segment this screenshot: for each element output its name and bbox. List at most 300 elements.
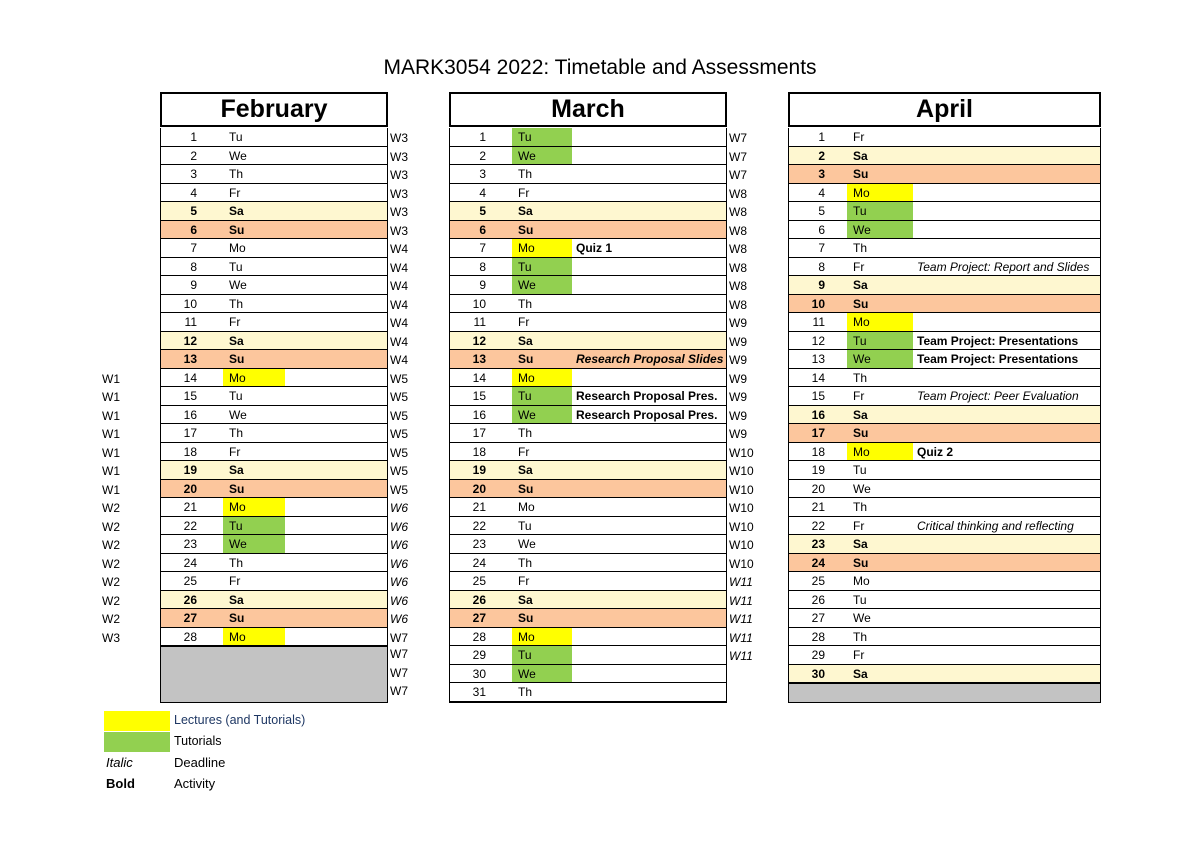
activity-note: Quiz 1 [576, 241, 613, 255]
date-cells [788, 369, 1101, 388]
weekday: Sa [853, 278, 868, 292]
date-number: 22 [183, 518, 197, 533]
date-cells [449, 498, 727, 517]
table-row [788, 369, 1101, 388]
date-number: 10 [811, 296, 825, 311]
table-row [788, 572, 1101, 591]
date-number: 13 [183, 352, 197, 366]
date-cells [160, 406, 388, 425]
date-cells [788, 128, 1101, 147]
date-number: 10 [183, 296, 197, 311]
table-row [449, 646, 753, 665]
weekday: Su [229, 352, 245, 366]
table-row [449, 387, 747, 406]
table-row [449, 628, 753, 647]
date-number: 20 [811, 481, 825, 496]
date-number: 16 [183, 407, 197, 422]
table-row [160, 276, 408, 295]
date-number: 4 [190, 185, 197, 200]
table-row [160, 147, 408, 166]
weekday: Fr [518, 574, 530, 588]
calendar-week-label: W5 [390, 390, 408, 404]
calendar-week-label: W8 [729, 279, 747, 293]
date-cells [449, 480, 727, 499]
date-cells [788, 554, 1101, 573]
date-number: 23 [183, 537, 197, 551]
teaching-week-label: W3 [102, 630, 120, 645]
date-number: 3 [818, 167, 825, 181]
table-row [102, 498, 408, 517]
weekday: Tu [853, 592, 867, 607]
table-row [160, 128, 408, 147]
table-row [449, 665, 727, 684]
table-row [788, 554, 1101, 573]
table-row [160, 295, 408, 314]
calendar-week-label: W4 [390, 279, 408, 293]
date-number: 16 [472, 407, 486, 422]
date-cells [449, 646, 727, 665]
weekday: We [512, 276, 572, 294]
weekday: Th [229, 296, 244, 311]
table-row [788, 387, 1101, 406]
date-number: 6 [190, 222, 197, 237]
table-row [788, 646, 1101, 665]
date-cells [449, 369, 727, 388]
table-row [788, 295, 1101, 314]
weekday: Tu [229, 389, 243, 403]
date-number: 29 [811, 648, 825, 662]
calendar-week-label: W5 [390, 408, 408, 423]
march-header: March [449, 92, 727, 127]
table-row [102, 517, 408, 536]
calendar-week-label: W6 [390, 501, 408, 515]
table-row [449, 128, 747, 147]
date-cells [160, 443, 388, 462]
weekday: Tu [512, 128, 572, 146]
legend-tutorials-label: Tutorials [174, 734, 222, 748]
weekday: Fr [518, 444, 530, 459]
weekday: Sa [518, 592, 533, 607]
date-number: 28 [183, 629, 197, 644]
date-number: 7 [190, 241, 197, 255]
date-number: 21 [811, 500, 825, 514]
weekday: Tu [518, 518, 532, 533]
date-cells [449, 147, 727, 166]
calendar-week-label: W7 [390, 647, 408, 661]
calendar-week-label: W7 [729, 131, 747, 145]
table-row [449, 443, 754, 462]
date-number: 7 [818, 241, 825, 255]
date-number: 30 [472, 666, 486, 681]
calendar-week-label: W7 [729, 149, 747, 164]
date-number: 11 [184, 315, 197, 329]
teaching-week-label: W1 [102, 408, 120, 423]
calendar-week-label: W6 [390, 575, 408, 589]
table-row [788, 443, 1101, 462]
date-number: 20 [472, 481, 486, 496]
date-number: 22 [472, 518, 486, 533]
table-row [788, 591, 1101, 610]
weekday: Tu [229, 130, 243, 144]
weekday: Sa [518, 204, 533, 218]
table-row [449, 239, 747, 258]
weekday: Mo [847, 313, 913, 331]
calendar-week-label: W11 [729, 612, 753, 626]
date-cells [449, 517, 727, 536]
date-cells [788, 591, 1101, 610]
calendar-week-label: W9 [729, 353, 747, 367]
date-cells [788, 443, 1101, 462]
calendar-week-label: W8 [729, 242, 747, 256]
date-cells [788, 387, 1101, 406]
date-cells [788, 535, 1101, 554]
table-row [788, 498, 1101, 517]
date-cells [788, 406, 1101, 425]
date-number: 2 [818, 148, 825, 163]
table-row [449, 276, 747, 295]
date-cells [449, 202, 727, 221]
date-cells [160, 424, 388, 443]
weekday: Fr [229, 574, 241, 588]
date-number: 1 [190, 130, 197, 144]
date-number: 12 [183, 333, 197, 348]
date-number: 5 [818, 204, 825, 218]
table-row [449, 591, 753, 610]
table-row [449, 683, 727, 702]
date-number: 12 [811, 333, 825, 348]
table-row [102, 572, 408, 591]
date-number: 23 [811, 537, 825, 551]
calendar-week-label: W8 [729, 205, 747, 219]
april-header: April [788, 92, 1101, 127]
table-row [102, 591, 408, 610]
table-row [449, 517, 754, 536]
date-cells [788, 313, 1101, 332]
calendar-week-label: W9 [729, 427, 747, 441]
date-cells [160, 276, 388, 295]
february-header: February [160, 92, 388, 127]
date-number: 7 [479, 241, 486, 255]
weekday: We [847, 221, 913, 239]
table-row [788, 609, 1101, 628]
date-number: 21 [183, 500, 197, 514]
date-number: 15 [183, 389, 197, 403]
date-number: 17 [183, 426, 197, 440]
table-row [160, 350, 408, 369]
date-cells [160, 165, 388, 184]
weekday: Mo [847, 443, 913, 461]
date-cells [160, 332, 388, 351]
date-cells [449, 591, 727, 610]
table-row [788, 517, 1101, 536]
table-row [788, 165, 1101, 184]
weekday: We [518, 537, 536, 551]
table-row [449, 535, 754, 554]
date-number: 18 [183, 444, 197, 459]
table-row [449, 221, 747, 240]
teaching-week-label: W2 [102, 593, 120, 608]
date-number: 25 [811, 574, 825, 588]
table-row [788, 535, 1101, 554]
weekday: Su [853, 555, 869, 570]
date-cells [788, 665, 1101, 684]
calendar-week-label: W4 [390, 353, 408, 367]
date-number: 23 [472, 537, 486, 551]
date-cells [788, 165, 1101, 184]
weekday: We [512, 406, 572, 424]
tutorial-swatch [104, 732, 170, 752]
date-cells [160, 258, 388, 277]
date-cells [788, 147, 1101, 166]
date-number: 4 [479, 185, 486, 200]
date-number: 18 [811, 444, 825, 459]
date-number: 19 [811, 463, 825, 477]
calendar-week-label: W8 [729, 297, 747, 312]
date-cells [160, 128, 388, 147]
table-row [102, 443, 408, 462]
table-row [102, 480, 408, 499]
table-row [449, 147, 747, 166]
date-number: 4 [818, 185, 825, 200]
date-cells [160, 221, 388, 240]
weekday: Su [229, 481, 245, 496]
weekday: Tu [847, 332, 913, 350]
table-row [449, 313, 747, 332]
calendar-week-label: W10 [729, 538, 754, 552]
date-number: 25 [472, 574, 486, 588]
table-row [449, 424, 747, 443]
calendar-week-label: W4 [390, 297, 408, 312]
weekday: Sa [853, 666, 868, 681]
blank-cells [788, 683, 1101, 703]
table-row [788, 461, 1101, 480]
calendar-week-label: W9 [729, 316, 747, 330]
date-cells [449, 683, 727, 702]
weekday: We [847, 350, 913, 368]
date-cells [788, 572, 1101, 591]
weekday: Su [853, 296, 869, 311]
weekday: We [512, 665, 572, 683]
date-cells [449, 665, 727, 684]
activity-note: Research Proposal Pres. [576, 407, 718, 422]
date-number: 3 [479, 167, 486, 181]
date-number: 10 [472, 296, 486, 311]
activity-note: Research Proposal Slides [576, 352, 724, 366]
calendar-week-label: W10 [729, 556, 754, 571]
calendar-week-label: W7 [390, 665, 408, 680]
table-row [788, 221, 1101, 240]
date-cells [160, 387, 388, 406]
date-cells [788, 517, 1101, 536]
weekday: We [512, 147, 572, 165]
date-number: 14 [472, 370, 486, 385]
weekday: Mo [512, 369, 572, 387]
weekday: Sa [229, 592, 244, 607]
date-number: 24 [811, 555, 825, 570]
date-number: 16 [811, 407, 825, 422]
date-number: 29 [472, 648, 486, 662]
table-row [160, 258, 408, 277]
date-cells [788, 276, 1101, 295]
date-cells [449, 350, 727, 369]
date-cells [788, 239, 1101, 258]
table-row [449, 202, 747, 221]
table-row [449, 498, 754, 517]
teaching-week-label: W2 [102, 575, 120, 589]
weekday: Fr [518, 315, 530, 329]
weekday: Sa [518, 333, 533, 348]
date-cells [449, 572, 727, 591]
date-number: 17 [811, 426, 825, 440]
date-number: 22 [811, 518, 825, 533]
date-number: 15 [472, 389, 486, 403]
weekday: Tu [512, 387, 572, 405]
date-cells [160, 517, 388, 536]
date-number: 14 [811, 370, 825, 385]
date-number: 13 [811, 352, 825, 366]
activity-note: Quiz 2 [917, 444, 954, 459]
weekday: Sa [853, 537, 868, 551]
table-row [449, 295, 747, 314]
date-number: 6 [818, 222, 825, 237]
weekday: Fr [853, 259, 865, 274]
table-row [160, 332, 408, 351]
table-row [449, 461, 754, 480]
calendar-week-label: W3 [390, 149, 408, 164]
date-cells [160, 295, 388, 314]
date-cells [160, 535, 388, 554]
weekday: Th [229, 426, 244, 440]
date-cells [788, 461, 1101, 480]
calendar-week-label: W11 [729, 630, 753, 645]
date-number: 3 [190, 167, 197, 181]
date-cells [160, 147, 388, 166]
calendar-week-label: W10 [729, 482, 754, 497]
table-row [788, 332, 1101, 351]
weekday: Sa [229, 333, 244, 348]
date-number: 5 [190, 204, 197, 218]
weekday: Su [518, 481, 534, 496]
calendar-week-label: W3 [390, 205, 408, 219]
table-row [449, 332, 747, 351]
weekday: Fr [853, 130, 865, 144]
teaching-week-label: W1 [102, 445, 120, 460]
weekday: Fr [518, 185, 530, 200]
date-number: 1 [479, 130, 486, 144]
date-cells [449, 424, 727, 443]
calendar-week-label: W5 [390, 464, 408, 478]
date-cells [160, 591, 388, 610]
calendar-week-label: W7 [390, 684, 408, 698]
teaching-week-label: W1 [102, 427, 120, 441]
date-number: 26 [183, 592, 197, 607]
date-cells [788, 184, 1101, 203]
teaching-week-label: W1 [102, 390, 120, 404]
date-number: 27 [811, 611, 825, 625]
activity-note: Team Project: Presentations [917, 333, 1079, 348]
table-row [449, 554, 754, 573]
weekday: We [853, 481, 871, 496]
date-cells [788, 424, 1101, 443]
weekday: We [223, 535, 285, 553]
date-cells [160, 369, 388, 388]
weekday: Sa [229, 463, 244, 477]
date-cells [449, 406, 727, 425]
date-cells [449, 628, 727, 647]
weekday: Sa [853, 148, 868, 163]
calendar-week-label: W10 [729, 501, 754, 515]
weekday: Th [518, 296, 533, 311]
date-number: 20 [183, 481, 197, 496]
date-cells [160, 239, 388, 258]
date-cells [160, 350, 388, 369]
date-number: 2 [479, 148, 486, 163]
weekday: Tu [512, 646, 572, 664]
date-number: 25 [183, 574, 197, 588]
date-cells [788, 480, 1101, 499]
date-number: 11 [473, 315, 486, 329]
date-cells [160, 554, 388, 573]
date-number: 12 [472, 333, 486, 348]
teaching-week-label: W2 [102, 501, 120, 515]
date-cells [449, 443, 727, 462]
calendar-week-label: W3 [390, 186, 408, 201]
calendar-week-label: W6 [390, 612, 408, 626]
date-number: 26 [472, 592, 486, 607]
calendar-week-label: W8 [729, 186, 747, 201]
calendar-week-label: W4 [390, 334, 408, 349]
table-row [160, 184, 408, 203]
weekday: Mo [518, 500, 535, 514]
date-number: 28 [472, 629, 486, 644]
teaching-week-label: W2 [102, 612, 120, 626]
table-row [102, 535, 408, 554]
table-row [449, 369, 747, 388]
table-row [102, 369, 408, 388]
weekday: Su [229, 611, 245, 625]
date-cells [449, 184, 727, 203]
date-number: 21 [472, 500, 486, 514]
table-row [449, 350, 747, 369]
date-number: 26 [811, 592, 825, 607]
table-row [160, 313, 408, 332]
date-cells [788, 609, 1101, 628]
date-cells [788, 202, 1101, 221]
weekday: Mo [223, 369, 285, 387]
date-cells [449, 609, 727, 628]
date-number: 14 [183, 370, 197, 385]
weekday: Th [853, 500, 868, 514]
weekday: Tu [512, 258, 572, 276]
date-cells [160, 480, 388, 499]
weekday: Tu [847, 202, 913, 220]
teaching-week-label: W1 [102, 371, 120, 386]
table-row [449, 406, 747, 425]
table-row [102, 609, 408, 628]
date-cells [449, 535, 727, 554]
table-row [449, 258, 747, 277]
weekday: Mo [847, 184, 913, 202]
table-row [160, 202, 408, 221]
table-row [102, 387, 408, 406]
teaching-week-label: W2 [102, 519, 120, 534]
date-number: 18 [472, 444, 486, 459]
activity-note: Team Project: Presentations [917, 352, 1079, 366]
weekday: Fr [853, 518, 865, 533]
calendar-week-label: W9 [729, 334, 747, 349]
date-cells [449, 165, 727, 184]
date-cells [160, 498, 388, 517]
